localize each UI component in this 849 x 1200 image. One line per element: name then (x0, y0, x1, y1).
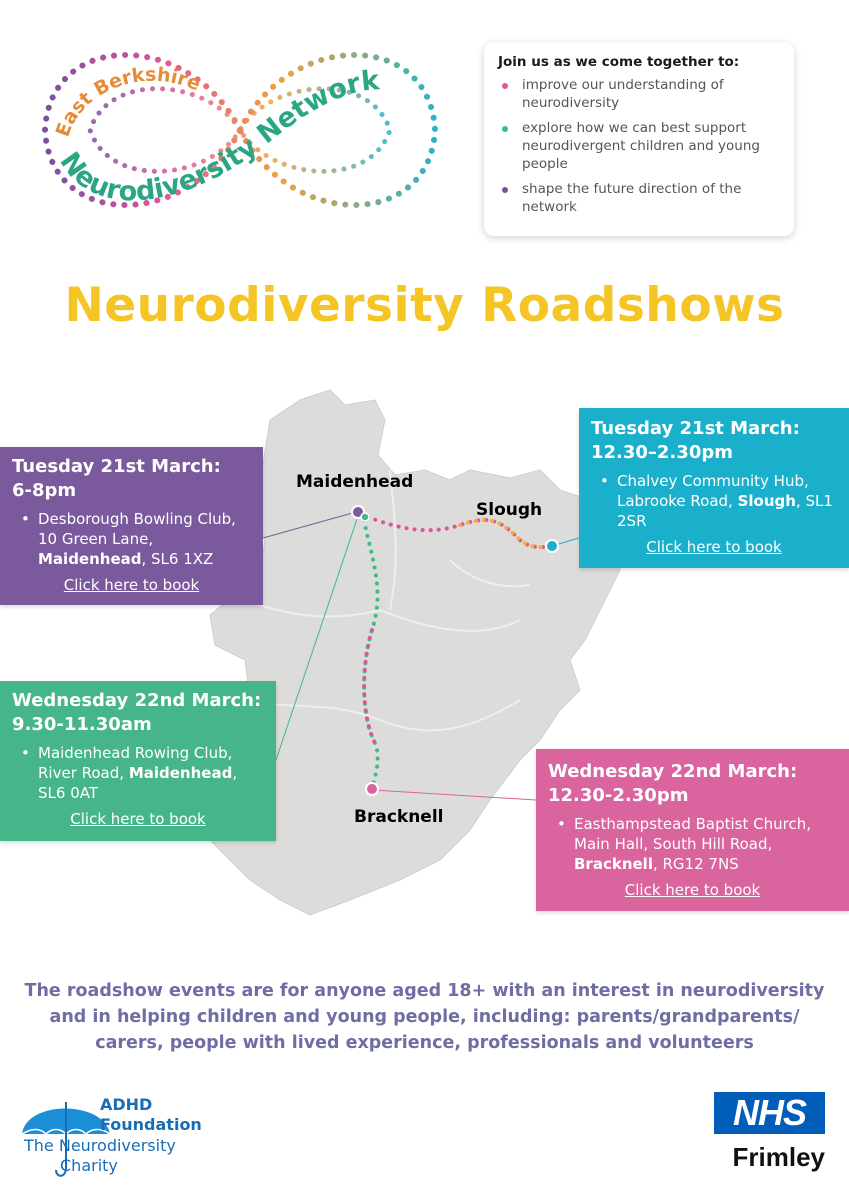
bullet-icon: • (557, 815, 566, 833)
join-item (498, 119, 780, 173)
join-item-text: shape the future direction of the network (522, 181, 742, 215)
address-text: Maidenhead Rowing Club, River Road, (38, 744, 233, 782)
event-date: Tuesday 21st March: (591, 418, 800, 439)
postcode-text: , SL1 2SR (617, 492, 833, 530)
nhs-logo: NHS (714, 1092, 825, 1134)
postcode-text: , RG12 7NS (652, 855, 739, 873)
svg-text:East Berkshire (52, 64, 204, 140)
book-link[interactable]: Click here to book (63, 576, 200, 594)
bracknell-pin-icon (366, 783, 378, 795)
join-item-text: improve our understanding of neurodiversity (522, 77, 724, 111)
join-list (498, 76, 780, 216)
postcode-text: , SL6 0AT (38, 764, 238, 802)
event-location (548, 814, 837, 874)
logo-line2: Neurodiversity Network (53, 65, 381, 208)
town-text: Slough (737, 492, 796, 510)
town-text: Maidenhead (128, 764, 233, 782)
network-logo (30, 20, 460, 235)
adhd-tagline-1: The Neurodiversity (24, 1136, 176, 1155)
map-label-bracknell: Bracknell (354, 807, 444, 827)
event-time: 12.30–2.30pm (591, 442, 733, 463)
bullet-dot-icon (502, 187, 508, 193)
nhs-trust-name: Frimley (732, 1142, 825, 1172)
bullet-icon: • (600, 472, 609, 490)
event-card-maidenhead-rowing (0, 681, 276, 841)
adhd-tagline-2: Charity (60, 1156, 118, 1175)
map-label-maidenhead: Maidenhead (296, 472, 414, 492)
join-title: Join us as we come together to: (498, 54, 740, 70)
town-text: Bracknell (574, 855, 653, 873)
postcode-text: , SL6 1XZ (141, 550, 214, 568)
book-link[interactable]: Click here to book (70, 810, 206, 828)
event-location (12, 743, 264, 803)
page-title: Neurodiversity Roadshows (64, 278, 785, 333)
adhd-name-2: Foundation (100, 1115, 202, 1134)
bullet-dot-icon (502, 83, 508, 89)
event-card-bracknell (536, 749, 849, 911)
event-time: 6-8pm (12, 480, 77, 501)
book-link[interactable]: Click here to book (646, 538, 782, 556)
address-text: Chalvey Community Hub, Labrooke Road, (617, 472, 809, 510)
event-date: Wednesday 22nd March: (548, 761, 798, 782)
map-label-slough: Slough (476, 500, 543, 520)
event-date: Wednesday 22nd March: (12, 690, 262, 711)
book-link[interactable]: Click here to book (624, 881, 761, 899)
event-location (591, 471, 837, 531)
event-time: 9.30-11.30am (12, 714, 152, 735)
slough-pin-icon (546, 540, 558, 552)
event-time: 12.30-2.30pm (548, 785, 689, 806)
address-text: Easthampstead Baptist Church, Main Hall, South Hill Road, (574, 815, 811, 853)
join-item (498, 180, 780, 216)
bullet-icon: • (21, 510, 30, 528)
logo-line1: East Berkshire (51, 63, 204, 140)
bullet-dot-icon (502, 126, 508, 132)
event-date: Tuesday 21st March: (12, 456, 221, 477)
audience-note: The roadshow events are for anyone aged 18+ with an interest in neurodiversity and in helping children and young people, including: parents/grandparents/ carers, people with lived experience, professionals and volunteers (24, 981, 825, 1053)
join-item (498, 76, 780, 112)
town-text: Maidenhead (38, 550, 142, 568)
event-card-maidenhead-bowling (0, 447, 263, 605)
bullet-icon: • (21, 744, 30, 762)
join-card (484, 42, 794, 236)
address-text: Desborough Bowling Club, 10 Green Lane, (38, 510, 236, 548)
adhd-name-1: ADHD (100, 1095, 153, 1114)
event-location (12, 509, 251, 569)
event-card-slough (579, 408, 849, 568)
join-item-text: explore how we can best support neurodivergent children and young people (522, 120, 760, 172)
